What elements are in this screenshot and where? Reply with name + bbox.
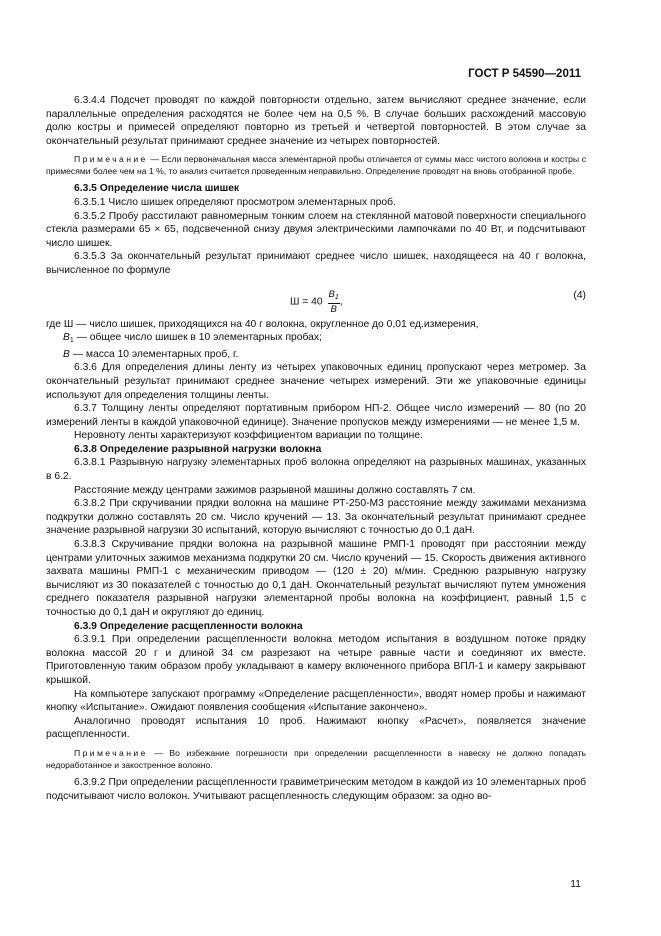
note-2-text: — Во избежание погрешности при определении расщепленности в навеску не должно попадать недоработанное и закостренное волокно. (46, 747, 586, 770)
paragraph-6-3-8-1: 6.3.8.1 Разрывную нагрузку элементарных проб волокна определяют на разрывных машинах, указанных в 6.2. (46, 457, 586, 483)
paragraph-6-3-6: 6.3.6 Для определения длины ленту из четырех упаковочных единиц пропускают через метромер. За окончательный результат принимают среднее значение четырех измерений. Эти же упаковочные единицы используют для определения толщины ленты. (46, 362, 586, 401)
heading-6-3-8: 6.3.8 Определение разрывной нагрузки волокна (74, 443, 322, 455)
formula-numerator-subscript: 1 (334, 293, 339, 301)
paragraph-6-3-9-2: 6.3.9.2 При определении расщепленности гравиметрическим методом в каждой из 10 элементарных проб подсчитывают число волокон. Учитывают расщепленность следующим образом: за одно во- (46, 776, 586, 802)
note-1-text: — Если первоначальная масса элементарной пробы отличается от суммы масс чистого волокна и костры с примесями более чем на 1 %, то анализ считается проведенным неправильно. Определение проводят на вновь отобранной пробе. (46, 154, 586, 177)
definition-b-symbol: B (63, 348, 70, 360)
note-2 (46, 747, 586, 771)
heading-6-3-5: 6.3.5 Определение числа шишек (74, 183, 240, 195)
page-number: 11 (570, 879, 581, 890)
paragraph-6-3-5-1: 6.3.5.1 Число шишек определяют просмотром элементарных проб. (74, 196, 396, 208)
note-1 (46, 153, 586, 177)
paragraph-6-3-9-1-b: На компьютере запускают программу «Определение расщепленности», вводят номер пробы и нажимают кнопку «Испытание». Ожидают появления сообщения «Испытание закончено». (46, 688, 586, 714)
paragraph-6-3-8-2: 6.3.8.2 При скручивании прядки волокна на машине РТ-250-М3 расстояние между зажимами механизма подкрутки должно составлять 20 см. Число кручений — 13. За окончательный результат принимают среднее значение разрывной нагрузки 30 испытаний, которую вычисляют с точностью до 0,1 даН. (46, 498, 586, 537)
formula-fraction (328, 289, 340, 315)
definition-b-text: — масса 10 элементарных проб, г. (69, 348, 239, 360)
definition-b1 (46, 331, 586, 348)
paragraph-6-3-8-1-b: Расстояние между центрами зажимов разрывной машины должно составлять 7 см. (74, 484, 476, 496)
formula-lhs: Ш = 40 (290, 296, 323, 308)
paragraph-6-3-7: 6.3.7 Толщину ленты определяют портативным прибором НП-2. Общее число измерений — 80 (по 20 измерений ленты в каждой упаковочной единице). Значение пропусков между измерениями — не менее 1,5 м. (46, 403, 586, 428)
paragraph-6-3-5-2: 6.3.5.2 Пробу расстилают равномерным тонким слоем на стеклянной матовой поверхности специального стекла размерами 65 × 65, подсвеченной снизу двумя электрическими лампочками по 40 Вт, и подсчитывают число шишек. (46, 210, 586, 249)
paragraph-6-3-8-3: 6.3.8.3 Скручивание прядки волокна на разрывной машине РМП-1 проводят при расстоянии между центрами улиточных зажимов механизма подкрутки 20 см. Число кручений — 15. Скорость движения активного захвата машины РМП-1 с механическим приводом — (120 ± 20) м/мин. Среднюю разрывную нагрузку вычисляют из 30 показателей с точностью до 0,1 даН. Окончательный результат вычисляют путем умножения среднего показателя разрывной нагрузки элементарной пробы волокна на коэффициент, равный 1,5 с точностью до 0,1 даН и округляют до единиц. (46, 539, 586, 618)
formula-number: (4) (573, 289, 586, 301)
definition-b1-symbol: B (63, 332, 70, 344)
definition-sh: где Ш — число шишек, приходящихся на 40 г волокна, округленное до 0,01 ед.измерения, (46, 318, 479, 330)
note-1-lead: Примечание (74, 154, 148, 165)
definition-b1-text: — общее число шишек в 10 элементарных пробах; (73, 332, 322, 344)
definition-b1-subscript: 1 (69, 337, 74, 345)
paragraph-6-3-7-b: Неровноту ленты характеризуют коэффициентом вариации по толщине. (74, 430, 423, 442)
paragraph-6-3-9-1-c: Аналогично проводят испытания 10 проб. Нажимают кнопку «Расчет», появляется значение расщепленности. (46, 715, 586, 741)
document-body (46, 94, 586, 803)
formula-denominator: B (330, 303, 337, 315)
formula-expression (290, 289, 343, 315)
paragraph-6-3-4-4: 6.3.4.4 Подсчет проводят по каждой повторности отдельно, затем вычисляют среднее значение, если параллельные определения расходятся не более чем на 0,5 %. В случае больших расхождений массовую долю костры и примесей определяют повторно из третьей и четвертой повторностей. В этом случае за окончательный результат принимают среднее значение из четырех повторностей. (46, 95, 586, 147)
paragraph-6-3-9-1: 6.3.9.1 При определении расщепленности волокна методом испытания в воздушном потоке прядку волокна массой 20 г и длиной 34 см разрезают на четыре равные части и соединяют их вместе. Приготовленную таким образом пробу укладывают в камеру включенного прибора ВПЛ-1 и камеру закрывают крышкой. (46, 634, 586, 686)
heading-6-3-9: 6.3.9 Определение расщепленности волокна (74, 620, 303, 632)
document-header: ГОСТ Р 54590—2011 (468, 68, 581, 80)
note-2-lead: Примечание (74, 747, 148, 758)
definition-b (46, 348, 586, 362)
formula-numerator-symbol: B (328, 288, 335, 300)
formula-4 (46, 282, 586, 316)
formula-definitions (46, 318, 586, 362)
paragraph-6-3-5-3: 6.3.5.3 За окончательный результат принимают среднее число шишек, находящееся на 40 г волокна, вычисленное по формуле (46, 251, 586, 276)
formula-numerator (328, 289, 340, 304)
formula-tail: , (339, 296, 343, 308)
